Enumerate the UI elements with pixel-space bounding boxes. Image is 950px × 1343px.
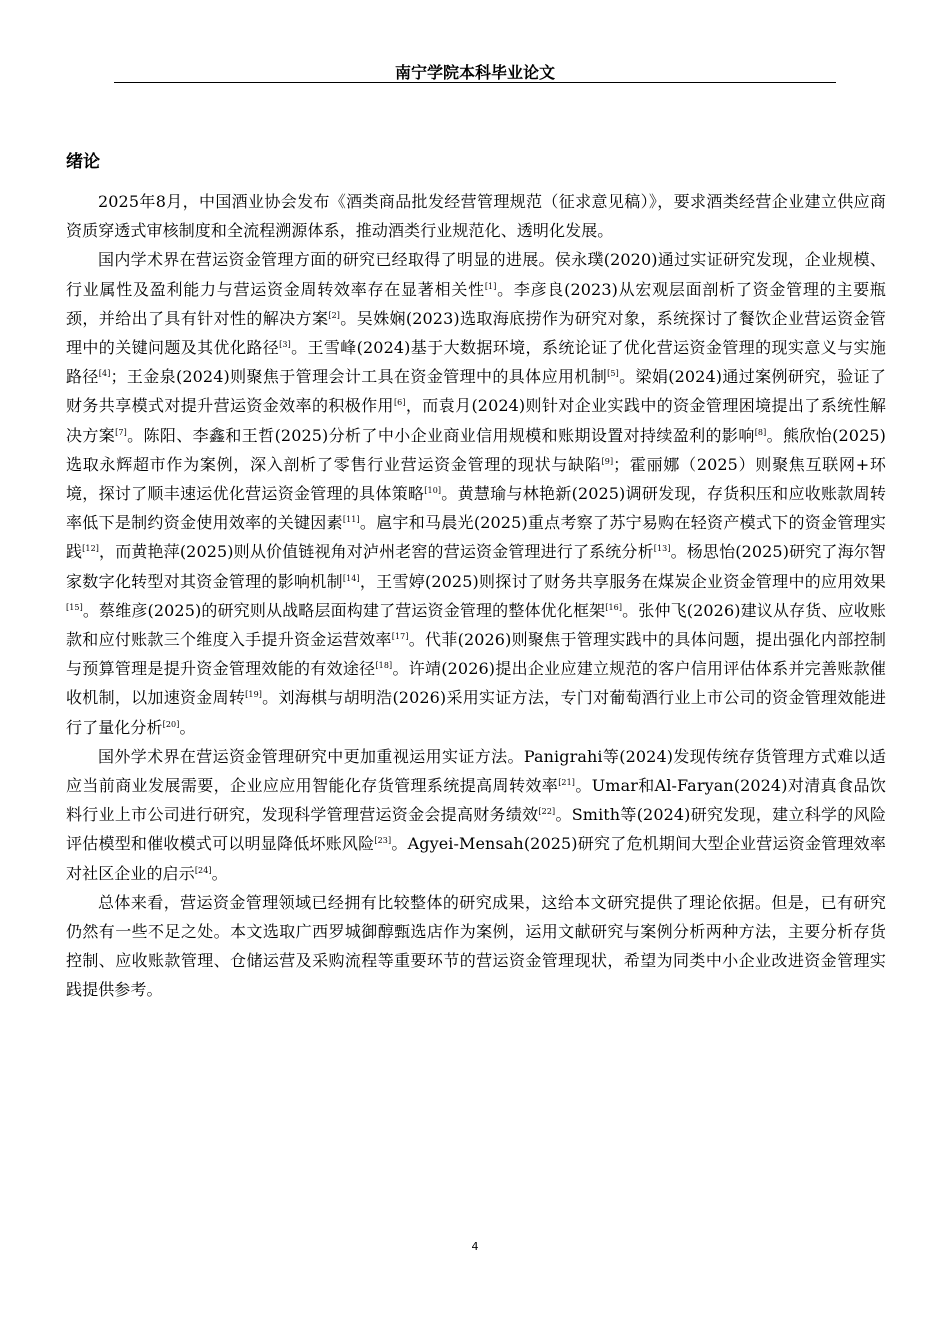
paragraph-4 — [66, 888, 886, 1005]
citation-ref: [17] — [391, 632, 409, 642]
header-rule — [114, 82, 836, 83]
citation-ref: [3] — [279, 340, 291, 350]
paragraph-text: 。蔡维彦(2025)的研究则从战略层面构建了营运资金管理的整体优化框架 — [82, 600, 606, 620]
citation-ref: [15] — [66, 602, 83, 612]
citation-ref: [23] — [374, 836, 392, 846]
paragraph-text: 2025年8月，中国酒业协会发布《酒类商品批发经营管理规范（征求意见稿）》，要求酒类经营企业建立供应商资质穿透式审核制度和全流程溯源体系，推动酒类行业规范化、透明化发展。 — [66, 192, 886, 241]
paragraph-text: 。吴姝娴(2023)选取海底捞作为研究对象，系统探讨了餐饮企业营运资金管理中的关键问题及其优化路径 — [66, 308, 886, 358]
paragraph-text: 。陈阳、李鑫和王哲(2025)分析了中小企业商业信用规模和账期设置对持续盈利的影响 — [126, 425, 755, 445]
citation-ref: [4] — [98, 369, 111, 379]
paragraph-text: 。刘海棋与胡明浩(2026)采用实证方法，专门对葡萄酒行业上市公司的资金管理效能进行了量化分析 — [66, 688, 886, 737]
citation-ref: [22] — [538, 807, 556, 817]
paragraph-text: 。Smith等(2024)研究发现，建立科学的风险评估模型和催收模式可以明显降低坏账风险 — [66, 805, 886, 854]
paragraph-text: ；王金泉(2024)则聚焦于管理会计工具在资金管理中的具体应用机制 — [110, 367, 608, 387]
citation-ref: [13] — [653, 544, 671, 554]
paragraph-text: 。李彦良(2023)从宏观层面剖析了资金管理的主要瓶颈，并给出了具有针对性的解决方案 — [66, 279, 886, 328]
citation-ref: [19] — [245, 690, 262, 700]
citation-ref: [21] — [558, 778, 576, 788]
paragraph-text: ，王雪婷(2025)则探讨了财务共享服务在煤炭企业资金管理中的应用效果 — [359, 571, 886, 591]
paragraph-text: 。 — [179, 717, 196, 737]
citation-ref: [18] — [375, 661, 393, 671]
paragraph-text: 国外学术界在营运资金管理研究中更加重视运用实证方法。Panigrahi等(2024)发现传统存货管理方式难以适应当前商业发展需要，企业应应用智能化存货管理系统提高周转效率 — [66, 746, 886, 796]
paragraph-text: 。Agyei-Mensah(2025)研究了危机期间大型企业营运资金管理效率对社区企业的启示 — [66, 834, 887, 883]
paragraph-text: 。许靖(2026)提出企业应建立规范的客户信用评估体系并完善账款催收机制，以加速资金周转 — [66, 659, 886, 708]
citation-ref: [7] — [115, 427, 127, 437]
paragraph-text: 。扈宇和马晨光(2025)重点考察了苏宁易购在轻资产模式下的资金管理实践 — [66, 513, 886, 562]
citation-ref: [6] — [393, 398, 406, 408]
paragraph-text: 。黄慧瑜与林艳新(2025)调研发现，存货积压和应收账款周转率低下是制约资金使用效率的关键因素 — [66, 484, 886, 533]
paragraph-text: 。熊欣怡(2025)选取永辉超市作为案例，深入剖析了零售行业营运资金管理的现状与缺陷 — [66, 425, 886, 474]
paragraph-text: ；霍丽娜（2025）则聚焦互联网+环境，探讨了顺丰速运优化营运资金管理的具体策略 — [66, 454, 886, 504]
paragraph-1 — [66, 187, 886, 245]
paragraph-text: 。 — [211, 863, 228, 883]
page-number: 4 — [471, 1240, 479, 1253]
page-header-title: 南宁学院本科毕业论文 — [394, 63, 555, 82]
paragraph-text: ，而黄艳萍(2025)则从价值链视角对泸州老窖的营运资金管理进行了系统分析 — [98, 542, 654, 562]
citation-ref: [16] — [605, 602, 623, 612]
body-text — [66, 187, 886, 1005]
citation-ref: [10] — [424, 486, 442, 496]
citation-ref: [11] — [342, 515, 360, 525]
paragraph-text: 。王雪峰(2024)基于大数据环境，系统论证了优化营运资金管理的现实意义与实施路径 — [66, 338, 886, 387]
paragraph-text: 。代菲(2026)则聚焦于管理实践中的具体问题，提出强化内部控制与预算管理是提升资金管理效能的有效途径 — [66, 630, 886, 679]
citation-ref: [14] — [342, 573, 360, 583]
citation-ref: [8] — [754, 427, 767, 437]
citation-ref: [5] — [607, 369, 619, 379]
paragraph-text: 。Umar和Al-Faryan(2024)对清真食品饮料行业上市公司进行研究，发现科学管理营运资金会提高财务绩效 — [66, 776, 886, 825]
paragraph-text: 。张仲飞(2026)建议从存货、应收账款和应付账款三个维度入手提升资金运营效率 — [66, 600, 886, 650]
paragraph-text: 国内学术界在营运资金管理方面的研究已经取得了明显的进展。侯永璞(2020)通过实证研究发现，企业规模、行业属性及盈利能力与营运资金周转效率存在显著相关性 — [66, 250, 886, 299]
citation-ref: [24] — [194, 865, 212, 875]
paragraph-2 — [66, 245, 886, 741]
paragraph-text: 。杨思怡(2025)研究了海尔智家数字化转型对其资金管理的影响机制 — [66, 542, 886, 591]
citation-ref: [12] — [82, 544, 99, 554]
citation-ref: [2] — [328, 310, 340, 320]
section-title: 绪论 — [66, 152, 100, 172]
citation-ref: [20] — [162, 719, 180, 729]
paragraph-text: 总体来看，营运资金管理领域已经拥有比较整体的研究成果，这给本文研究提供了理论依据。但是，已有研究仍然有一些不足之处。本文选取广西罗城御醇甄选店作为案例，运用文献研究与案例分析两种方法，主要分析存货控制、应收账款管理、仓储运营及采购流程等重要环节的营运资金管理现状，希望为同类中小企业改进资金管理实践提供参考。 — [66, 892, 886, 1000]
paragraph-text: ，而袁月(2024)则针对企业实践中的资金管理困境提出了系统性解决方案 — [66, 396, 886, 445]
citation-ref: [1] — [484, 281, 497, 291]
citation-ref: [9] — [601, 456, 614, 466]
paragraph-text: 。梁娟(2024)通过案例研究，验证了财务共享模式对提升营运资金效率的积极作用 — [66, 367, 887, 416]
paragraph-3 — [66, 742, 886, 888]
